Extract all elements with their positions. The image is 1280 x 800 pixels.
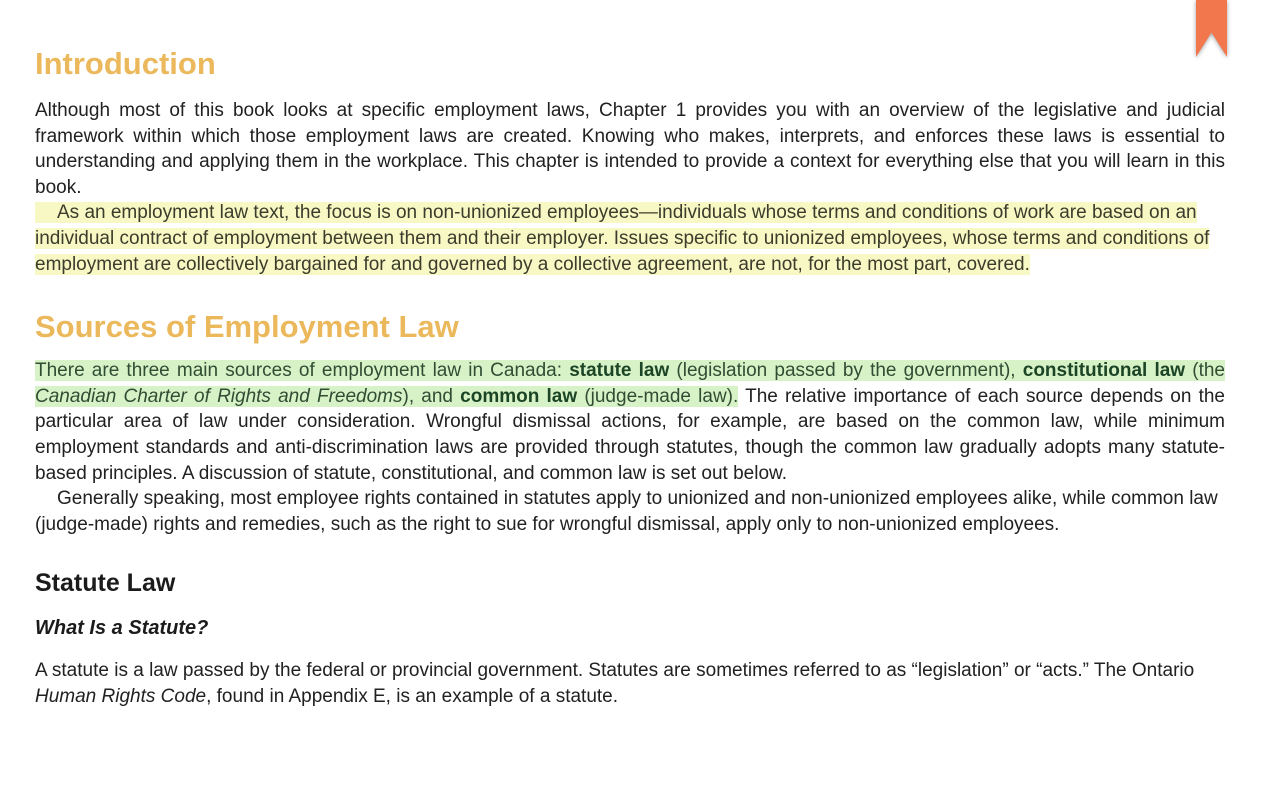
- paragraph-intro-overview: [35, 98, 1225, 200]
- highlighted-text-run: Canadian Charter of Rights and Freedoms: [35, 385, 403, 407]
- text-run: Although most of this book looks at specific employment laws, Chapter 1 provides you with an overview of the legislative and judicial framework within which those employment laws are created. Knowing who makes, interprets, and enforces these laws is essential to understanding and applying them in the workplace. This chapter is intended to provide a context for everything else that you will learn in this book.: [35, 100, 1225, 198]
- highlighted-text-run: common law: [460, 385, 578, 407]
- text-run: The relative importance of each source depends on the particular area of law under consideration. Wrongful dismissal actions, for example, are based on the common law, while minimum employment standards and anti-discrimination laws are provided through statutes, though the common law gradually adopts many statute-based principles. A discussion of statute, constitutional, and common law is set out below.: [35, 385, 1225, 484]
- paragraph-sources-green-highlighted: [35, 358, 1225, 486]
- heading-sources-of-employment-law: Sources of Employment Law: [35, 309, 459, 345]
- highlighted-text-run: constitutional law: [1022, 360, 1186, 382]
- highlighted-text-run: There are three main sources of employment law in Canada:: [35, 360, 570, 382]
- heading-what-is-a-statute: What Is a Statute?: [35, 617, 209, 640]
- highlighted-text-run: (the: [1185, 360, 1225, 382]
- paragraph-yellow-highlighted: [35, 200, 1225, 277]
- highlighted-text-run: ), and: [402, 385, 461, 407]
- heading-introduction: Introduction: [35, 46, 216, 81]
- paragraph-generally-speaking: [35, 486, 1225, 537]
- heading-statute-law: Statute Law: [35, 569, 176, 598]
- text-run: Human Rights Code: [35, 685, 207, 707]
- highlighted-text-run: statute law: [569, 360, 670, 382]
- highlighted-text-run: As an employment law text, the focus is on non-unionized employees—individuals whose terms and conditions of work are based on an individual contract of employment between them and their employer. Issues specific to unionized employees, whose terms and conditions of employment are collectively bargained for and governed by a collective agreement, are not, for the most part, covered.: [35, 202, 1210, 275]
- highlighted-text-run: (legislation passed by the government),: [669, 360, 1023, 382]
- highlighted-text-run: (judge-made law).: [577, 385, 739, 407]
- text-run: , found in Appendix E, is an example of a statute.: [206, 685, 619, 707]
- text-run: Generally speaking, most employee rights contained in statutes apply to unionized and non-unionized employees alike, while common law (judge-made) rights and remedies, such as the right to sue for wrongful dismissal, apply only to non-unionized employees.: [35, 488, 1218, 535]
- page-content: [35, 0, 1225, 710]
- paragraph-statute-definition: [35, 658, 1225, 709]
- text-run: A statute is a law passed by the federal or provincial government. Statutes are sometimes referred to as “legislation” or “acts.” The Ontario: [35, 660, 1195, 682]
